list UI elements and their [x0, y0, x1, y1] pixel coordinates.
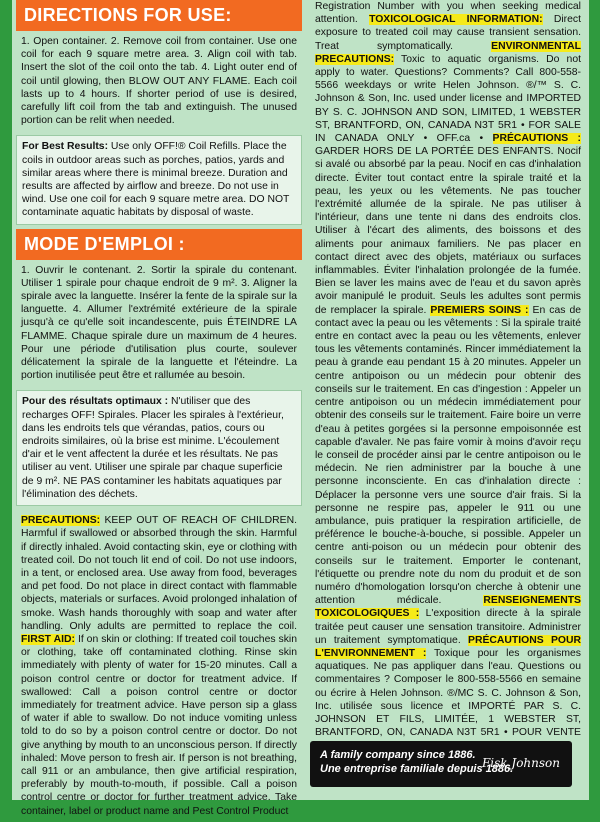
mode-emploi-header: MODE D'EMPLOI : [16, 229, 302, 260]
tox-info-label: TOXICOLOGICAL INFORMATION: [369, 14, 543, 26]
directions-header: DIRECTIONS FOR USE: [16, 0, 302, 31]
tagline: A family company since 1886. Une entreprise familiale depuis 1886. [320, 749, 514, 775]
env-precautions-label: ENVIRONMENTAL PRECAUTIONS: [315, 40, 581, 65]
left-column [16, 0, 302, 822]
best-results-label: For Best Results: [22, 141, 109, 153]
env-fr-label: PRÉCAUTIONS POUR L'ENVIRONNEMENT : [315, 634, 581, 659]
renseignements-label: RENSEIGNEMENTS TOXICOLOGIQUES : [315, 595, 581, 620]
precautions-en: PRECAUTIONS: KEEP OUT OF REACH OF CHILDREN. Harmful if swallowed or absorbed through the skin. Harmful if directly inhaled. Avoid contacting skin, eye or clothing with treated coil. Do not touch lit end of coil. Do not use indoors, in a tent, or enclosed area. Use away from food, beverages and pet food. Do not place in direct contact with flammable objects, materials or surfaces. Avoid prolonged inhalation of smoke. Wash hands thoroughly with soap and water after handling. Only adults are permitted to replace the coil. FIRST AID: If on skin or clothing: If treated coil touches skin or clothing, take off contaminated clothing. Rinse skin immediately with plenty of water for 15-20 minutes. Call a poison control centre or doctor for treatment advice. If swallowed: Call a poison control centre or doctor immediately for treatment advice. Have person sip a glass of water if able to swallow. Do not induce vomiting unless told to do so by a poison control centre or doctor. Do not give anything by mouth to an unconscious person. If directly inhaled: Move person to fresh air. If person is not breathing, call 911 or an ambulance, then give artificial respiration, preferably by mouth-to-mouth, if possible. Call a poison control centre or doctor for further treatment advice. Take container, label or product name and Pest Control Product [21, 515, 298, 817]
best-results-box [16, 135, 302, 224]
best-results-text: Use only OFF!® Coil Refills. Place the coils in outdoor areas such as porches, patios, yards and similar areas where there is minimal breeze. Duration and results are affected by airflow and breeze. Do not use in wind. Use one coil for each 9 square metre area. DO NOT contaminate aquatic habitats by disposal of waste. [22, 141, 290, 219]
resultats-optimaux-text: N'utiliser que des recharges OFF! Spirales. Placer les spirales à l'extérieur, dans les endroits tels que vérandas, patios, cours ou endroits similaires, où la brise est minime. L'écoulement d'air et le vent affectent la durée et les résultats. Ne pas utiliser au vent. Utiliser une spirale par chaque superficie de 9 m². NE PAS contaminer les habitats aquatiques par l'élimination des déchets. [22, 396, 284, 500]
signature: Fisk Johnson [481, 756, 560, 770]
directions-steps: 1. Open container. 2. Remove coil from container. Use one coil for each 9 square metre area. 3. Align coil with tab. Insert the slot of the coil onto the tab. 4. Light outer end of coil until glowing, then BLOW OUT ANY FLAME. Each coil lasts up to 4 hours. If shorter period of use is desired, carefully lift coil from the tab and extinguish. The unused portion can be relit when needed. [21, 36, 297, 127]
mode-emploi-steps: 1. Ouvrir le contenant. 2. Sortir la spirale du contenant. Utiliser 1 spirale pour chaque endroit de 9 m². 3. Aligner la spirale avec la languette. Insérer la fente de la spirale sur la languette. 4. Allumer l'extrémité extérieure de la spirale jusqu'à ce qu'elle soit incandescente, puis ÉTEINDRE LA FLAMME. Chaque spirale dure un maximum de 4 heures. Pour une période d'utilisation plus courte, soulever délicatement la spirale de la languette et l'éteindre. La portion inutilisée peut être et rallumée au besoin. [21, 264, 297, 382]
family-company-badge [310, 741, 572, 787]
premiers-soins-label: PREMIERS SOINS : [430, 304, 529, 316]
precautions-label: PRECAUTIONS: [21, 515, 101, 527]
precautions-fr-label: PRÉCAUTIONS : [492, 133, 581, 145]
right-column [310, 0, 586, 757]
first-aid-label: FIRST AID: [21, 633, 75, 645]
resultats-optimaux-box [16, 390, 302, 506]
label-panel [12, 0, 589, 817]
resultats-optimaux-label: Pour des résultats optimaux : [22, 396, 169, 408]
right-text-block: Registration Number with you when seeking medical attention. TOXICOLOGICAL INFORMATION: Direct exposure to treated coil may cause transient sensation. Treat symptomatically. ENVIRONMENTAL PRECAUTIONS: Toxic to aquatic organisms. Do not apply to water. Questions? Comments? Call 800-558-5566 weekdays or write Helen Johnson. ®/™ S. C. Johnson & Son, Inc. used under license and IMPORTED BY S. C. JOHNSON AND SON, LIMITED, 1 WEBSTER ST, BRANTFORD, ON, CANADA N3T 5R1 • FOR SALE IN CANADA ONLY • OFF.ca • PRÉCAUTIONS : GARDER HORS DE LA PORTÉE DES ENFANTS. Nocif si avalé ou absorbé par la peau. Nocif en cas d'inhalation directe. Éviter tout contact entre la spirale traité et la peau, les yeux ou les vêtements. Ne pas toucher l'extrémité allumée de la spirale. Ne pas utiliser à l'intérieur, dans une tente ni dans des endroits clos. Utiliser à l'écart des aliments, des boissons et des aliments pour animaux familiers. Ne pas placer en contact direct avec des objets, matériaux ou surfaces inflammables. Éviter l'inhalation prolongée de la fumée. Bien se laver les mains avec de l'eau et du savon après avoir manipulé le produit. Seuls les adultes sont permis de remplacer la spirale. PREMIERS SOINS : En cas de contact avec la peau ou les vêtements : Si la spirale traité entre en contact avec la peau ou les vêtements, enlever tous les vêtements contaminés. Rincer immédiatement la peau à grande eau pendant 15 à 20 minutes. Appeler un centre antipoison ou un médecin pour obtenir des conseils sur le traitement. En cas d'ingestion : Appeler un centre antipoison ou un médecin immédiatement pour obtenir des conseils sur le traitement. Faire boire un verre d'eau à petites gorgées si la personne empoisonnée est capable d'avaler. Ne pas faire vomir à moins d'avoir reçu le conseil de procéder ainsi par le centre antipoison ou le médecin. Ne rien administrer par la bouche à une personne inconsciente. En cas d'inhalation directe : Déplacer la personne vers une source d'air frais. Si la personne ne respire pas, appeler le 911 ou une ambulance, puis pratiquer la respiration artificielle, de préférence le bouche-à-bouche, si possible. Appeler un centre anti-poison ou un médecin pour obtenir des conseils sur le traitement. Emporter le contenant, l'étiquette ou prendre note du nom du produit et de son numéro d'homologation lorsqu'on cherche à obtenir une attention médicale. RENSEIGNEMENTS TOXICOLOGIQUES : L'exposition directe à la spirale traitée peut causer une sensation transitoire. Administrer un traitement symptomatique. PRÉCAUTIONS POUR L'ENVIRONNEMENT : Toxique pour les organismes aquatiques. Ne pas appliquer dans l'eau. Questions ou commentaires ? Composer le 800-558-5566 en semaine ou écrire à Helen Johnson. ®/MC S. C. Johnson & Son, Inc. utilisée sous licence et IMPORTÉ PAR S. C. JOHNSON ET FILS, LIMITÉE, 1 WEBSTER ST, BRANTFORD, ON, CANADA N3T 5R1 • POUR VENTE [315, 1, 581, 739]
